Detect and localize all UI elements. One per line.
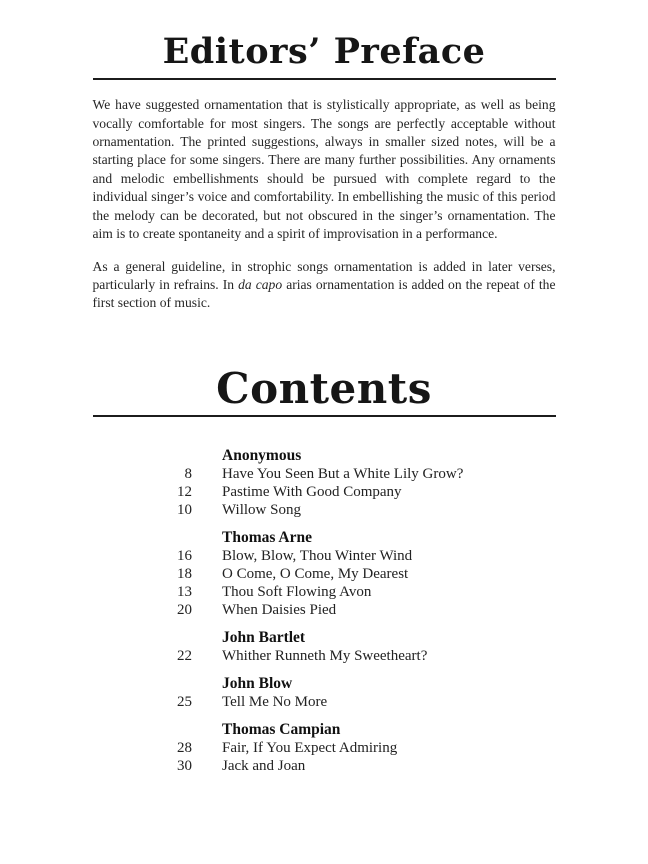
- toc-entry-title: Have You Seen But a White Lily Grow?: [222, 465, 464, 482]
- toc-row: [93, 601, 648, 619]
- toc-row: [93, 583, 648, 601]
- toc-page-number: 20: [177, 601, 192, 618]
- toc-row: [93, 739, 648, 757]
- preface-paragraph: [93, 96, 556, 243]
- toc-section: [93, 675, 648, 711]
- toc-page-number: 30: [177, 757, 192, 774]
- composer-heading: Thomas Arne: [222, 528, 312, 546]
- paragraph-text: We have suggested ornamentation that is stylistically appropriate, as well as being vocally comfortable for most singers. The songs are perfectly acceptable without ornamentation. The printed suggestions, always in smaller sized notes, will be a starting place for some singers. There are many further possibilities. Any ornaments and melodic embellishments should be pursued with complete regard to the individual singer’s voice and comfortability. In embellishing the music of this period the melody can be decorated, but not obscured in the singer’s ornamentation. The aim is to create spontaneity and a spirit of improvisation in a performance.: [92, 97, 556, 242]
- composer-heading: John Blow: [222, 674, 293, 692]
- toc-row: [93, 647, 648, 665]
- toc-entry-title: Willow Song: [222, 501, 301, 518]
- toc-entry-title: Thou Soft Flowing Avon: [222, 583, 372, 600]
- toc-page-number: 16: [177, 547, 192, 564]
- toc-entry-title: Whither Runneth My Sweetheart?: [222, 647, 428, 664]
- composer-heading: John Bartlet: [222, 628, 306, 646]
- preface-body: [93, 96, 556, 312]
- toc-entry-title: O Come, O Come, My Dearest: [222, 565, 409, 582]
- toc-row: [93, 501, 648, 519]
- contents-title-rule: [93, 415, 556, 417]
- toc-page-number: 28: [177, 739, 192, 756]
- toc-row: [93, 565, 648, 583]
- toc-row: [93, 465, 648, 483]
- toc-page-number: 18: [177, 565, 192, 582]
- paragraph-text: As a general guideline, in strophic songs ornamentation is added in later verses, particularly in refrains. In: [92, 258, 556, 292]
- toc-entry-title: Tell Me No More: [222, 693, 328, 710]
- toc-section: [93, 529, 648, 619]
- toc-page-number: 22: [177, 647, 192, 664]
- toc-entry-title: When Daisies Pied: [222, 601, 337, 618]
- preface-title: Editors’ Preface: [162, 31, 486, 72]
- preface-title-rule: [93, 78, 556, 80]
- paragraph-text: arias ornamentation is added on the repeat of the first section of music.: [92, 276, 556, 311]
- toc-page-number: 8: [184, 465, 192, 482]
- toc-entry-title: Pastime With Good Company: [222, 483, 402, 500]
- toc-page-number: 12: [177, 483, 192, 500]
- toc-section: [93, 629, 648, 665]
- toc-entry-title: Blow, Blow, Thou Winter Wind: [222, 547, 413, 564]
- toc-row: [93, 483, 648, 501]
- toc-page-number: 13: [177, 583, 192, 600]
- toc-row: [93, 547, 648, 565]
- toc-entry-title: Fair, If You Expect Admiring: [222, 739, 398, 756]
- toc-section: [93, 447, 648, 519]
- preface-paragraph: [93, 258, 556, 313]
- toc-section: [93, 721, 648, 775]
- contents-title: Contents: [216, 363, 432, 413]
- table-of-contents: [93, 447, 648, 775]
- toc-row: [93, 693, 648, 711]
- toc-row: [93, 757, 648, 775]
- composer-heading: Anonymous: [222, 446, 302, 464]
- composer-heading: Thomas Campian: [222, 720, 341, 738]
- toc-entry-title: Jack and Joan: [222, 757, 306, 774]
- italic-phrase: da capo: [238, 276, 283, 292]
- toc-page-number: 10: [177, 501, 192, 518]
- toc-page-number: 25: [177, 693, 192, 710]
